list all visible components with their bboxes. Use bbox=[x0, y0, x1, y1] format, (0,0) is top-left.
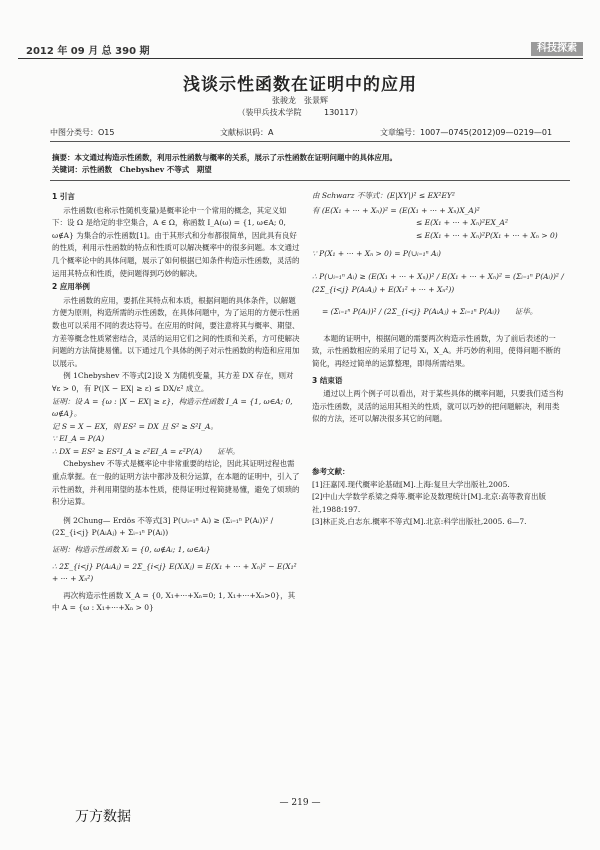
abstract-block bbox=[52, 152, 567, 176]
affiliation-name: （装甲兵技术学院 bbox=[237, 108, 302, 117]
keywords-text: 示性函数 Chebyshev 不等式 期望 bbox=[82, 165, 212, 174]
references-heading: 参考文献： bbox=[312, 466, 350, 476]
proof-line: ∵ EI_A = P(A) bbox=[52, 434, 105, 444]
paragraph: 通过以上两个例子可以看出，对于某些具体的概率问题，只要我们适当构造示性函数，灵活的运用其相关的性质，就可以巧妙的把问题解决，利用类似的方法，还可以解决很多其它的问题。 bbox=[312, 389, 564, 424]
divider-abstract bbox=[50, 180, 570, 181]
issue-info: 2012 年 09 月 总 390 期 bbox=[26, 46, 150, 57]
paper-title: 浅谈示性函数在证明中的应用 bbox=[183, 75, 417, 95]
reference-item: [2]中山大学数学系梁之舜等.概率论及数理统计[M].北京:高等教育出版社,1988:197. bbox=[312, 492, 546, 514]
proof-line: 证明：构造示性函数 Xᵢ = {0, ω∉Aᵢ; 1, ω∈Aᵢ} bbox=[52, 545, 211, 555]
reference-item: [3]林正炎,白志东.概率不等式[M].北京:科学出版社,2005. 6—7. bbox=[312, 517, 527, 527]
column-tag: 科技探索 bbox=[531, 42, 583, 56]
math-line: 有 (E(X₁ + ··· + Xₙ))² = (E(X₁ + ··· + Xₙ)X_A)² bbox=[312, 205, 480, 215]
author-line: 张骏龙 张景辉 bbox=[272, 96, 328, 105]
divider-top bbox=[50, 141, 570, 142]
affiliation-line bbox=[0, 107, 600, 118]
proof-line: 证明：设 A = {ω : |X − EX| ≥ ε}，构造示性函数 I_A = {1, ω∈A; 0, ω∉A}。 bbox=[52, 396, 293, 419]
proof-line: ∴ 2Σ_{i<j} P(AᵢAⱼ) = 2Σ_{i<j} E(XᵢXⱼ) = E(X₁ + ··· + Xₙ)² − E(X₁² + ··· + Xₙ²) bbox=[52, 561, 297, 584]
document-code: 文献标识码：A bbox=[220, 128, 274, 137]
math-line: ≤ E(X₁ + ··· + Xₙ)²P(X₁ + ··· + Xₙ > 0) bbox=[416, 230, 558, 240]
reference-item: [1]汪嘉冈.现代概率论基础[M].上海:复旦大学出版社,2005. bbox=[312, 479, 510, 489]
proof-line: 记 S = X − EX，则 ES² = DX 且 S² ≥ S²I_A。 bbox=[52, 421, 218, 431]
section-heading: 3 结束语 bbox=[312, 375, 343, 385]
example-statement: 例 1Chebyshev 不等式[2]设 X 为随机变量，其方差 DX 存在，则对 ∀ε > 0，有 P(|X − EX| ≥ ε) ≤ DX/ε² 成立。 bbox=[52, 371, 294, 393]
right-column bbox=[312, 190, 566, 529]
math-line: ∴ P(∪ᵢ₌₁ⁿ Aᵢ) ≥ (E(X₁ + ··· + Xₙ))² / E(X₁ + ··· + Xₙ)² = (Σᵢ₌₁ⁿ P(Aᵢ))² / (2Σ_{i<j} P(AᵢAⱼ) + E(X₁² + ··· + Xₙ²)) bbox=[312, 271, 564, 294]
proof-line: ∴ DX = ES² ≥ ES²I_A ≥ ε²EI_A = ε²P(A) 证毕。 bbox=[52, 446, 240, 456]
abstract-label: 摘要： bbox=[52, 153, 75, 162]
left-column bbox=[52, 190, 300, 615]
math-line: 由 Schwarz 不等式：(E|XY|)² ≤ EX²EY² bbox=[312, 191, 455, 200]
page-number: — 219 — bbox=[279, 798, 321, 808]
wanfang-watermark: 万方数据 bbox=[75, 809, 131, 825]
keywords-label: 关键词： bbox=[52, 165, 82, 174]
running-header bbox=[18, 42, 583, 59]
math-line: ∵ P(X₁ + ··· + Xₙ > 0) = P(∪ᵢ₌₁ⁿ Aᵢ) bbox=[312, 249, 441, 259]
metadata-row bbox=[50, 127, 570, 139]
math-line: ≤ E(X₁ + ··· + Xₙ)²EX_A² bbox=[416, 218, 508, 228]
paragraph: 示性函数的应用，要抓住其特点和本质，根据问题的具体条件，以解题方便为原则，构造所需的示性函数，在具体问题中，为了运用的方便示性函数也可以采用不同的表达符号。在应用的时间，要注意将其与概率、期望、方差等概念性质紧密结合，灵活的运用它们之间的性质和关系，方可使解决问题的方法简捷易懂。以下通过几个具体的例子对示性函数的构造和应用加以展示。 bbox=[52, 295, 300, 368]
paragraph: Chebyshev 不等式是概率论中非常重要的结论，因此其证明过程也需重点掌握。在一般的证明方法中都涉及积分运算，在本题的证明中，引入了示性函数，并利用期望的基本性质，使得证明过程简捷易懂，避免了烦琐的积分运算。 bbox=[52, 459, 300, 507]
paragraph: 本题的证明中，根据问题的需要两次构造示性函数，为了前后表述的一致，示性函数相应的采用了记号 Xᵢ，X_A。并巧妙的利用，使得问题不断的简化，再经过简单的运算整理，即得所需结果。 bbox=[312, 333, 561, 368]
section-heading: 1 引言 bbox=[52, 192, 75, 201]
affiliation-postcode: 130117） bbox=[324, 108, 363, 117]
article-number: 文章编号：1007—0745(2012)09—0219—01 bbox=[380, 128, 553, 137]
section-heading: 2 应用举例 bbox=[52, 282, 90, 292]
example-statement: 例 2Chung— Erdös 不等式[3] P(∪ᵢ₌₁ⁿ Aᵢ) ≥ (Σᵢ₌₁ⁿ P(Aᵢ))² / (2Σ_{i<j} P(AᵢAⱼ) + Σᵢ₌₁ⁿ P(Aᵢ)) bbox=[52, 515, 274, 538]
paragraph: 示性函数(也称示性随机变量)是概率论中一个常用的概念，其定义如下：设 Ω 是给定的非空集合，A ∈ Ω，称函数 I_A(ω) = {1, ω∈A; 0, ω∉A} 为集合的示性函数[1]。由于其形式和分布都很简单，因此具有良好的性质，利用示性函数的特点和性质可以解决概率中的很多问题。本文通过几个概率论中的具体问题，展示了如何根据已知条件构造示性函数，灵活的运用其特点和性质，使问题得到巧妙的解决。 bbox=[52, 205, 300, 278]
clc-number: 中图分类号：O15 bbox=[50, 128, 115, 137]
abstract-text: 本文通过构造示性函数，利用示性函数与概率的关系，展示了示性函数在证明问题中的具体应用。 bbox=[74, 153, 397, 162]
math-line: = (Σᵢ₌₁ⁿ P(Aᵢ))² / (2Σ_{i<j} P(AᵢAⱼ) + Σᵢ₌₁ⁿ P(Aᵢ)) 证毕。 bbox=[322, 307, 538, 317]
proof-line: 再次构造示性函数 X_A = {0, X₁+···+Xₙ=0; 1, X₁+···+Xₙ>0}，其中 A = {ω : X₁+···+Xₙ > 0} bbox=[52, 590, 296, 613]
